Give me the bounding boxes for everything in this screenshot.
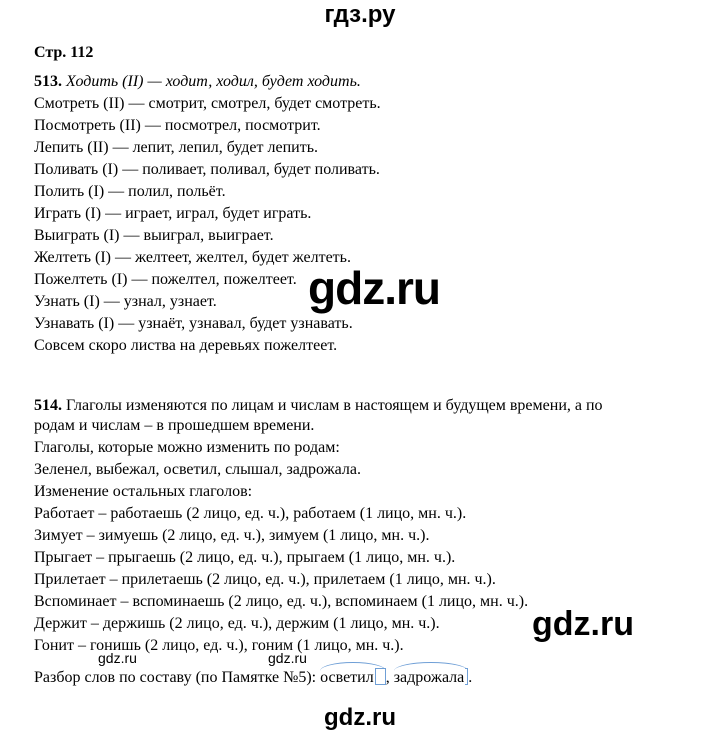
parsed-word-osvetil (320, 668, 386, 688)
ex514-number: 514. (34, 397, 62, 414)
ex514-line: Держит – держишь (2 лицо, ед. ч.), держим (1 лицо, мн. ч.). (34, 615, 440, 632)
parse-end: . (468, 669, 473, 686)
ex513-example: Ходить (II) — ходит, ходил, будет ходить. (66, 73, 361, 90)
watermark-center: gdz.ru (308, 262, 440, 314)
ex513-line: Поливать (I) — поливает, поливал, будет поливать. (34, 161, 380, 178)
watermark-small-left: gdz.ru (98, 650, 137, 666)
ex513-line: Посмотреть (II) — посмотрел, посмотрит. (34, 117, 321, 134)
ex514-intro-text: Глаголы изменяются по лицам и числам в настоящем и будущем времени, а по (66, 397, 603, 414)
parse-prefix: Разбор слов по составу (по Памятке №5): (34, 669, 321, 686)
ex514-line: Зеленел, выбежал, осветил, слышал, задрожала. (34, 461, 361, 478)
ex514-line: Изменение остальных глаголов: (34, 483, 253, 500)
ex514-line: Гонит – гонишь (2 лицо, ед. ч.), гоним (1 лицо, мн. ч.). (34, 637, 404, 654)
parse-separator: , (385, 669, 394, 686)
ex514-line: Зимует – зимуешь (2 лицо, ед. ч.), зимуем (1 лицо, мн. ч.). (34, 527, 430, 544)
ex513-line: Лепить (II) — лепит, лепил, будет лепить. (34, 139, 319, 156)
ex513-line: Совсем скоро листва на деревьях пожелтеет. (34, 337, 338, 354)
root-arc-mark (394, 662, 469, 671)
parsed-word-zadrozhala (394, 668, 469, 688)
ex513-number: 513. (34, 73, 62, 90)
ex514-line: Прыгает – прыгаешь (2 лицо, ед. ч.), прыгаем (1 лицо, мн. ч.). (34, 549, 456, 566)
ex514-intro-line-1 (34, 396, 603, 416)
watermark-small-mid: gdz.ru (268, 650, 307, 666)
ex514-parse-line (34, 668, 472, 688)
ex513-line: Узнать (I) — узнал, узнает. (34, 293, 217, 310)
ex514-line: Работает – работаешь (2 лицо, ед. ч.), работаем (1 лицо, мн. ч.). (34, 505, 467, 522)
ex513-line: Желтеть (I) — желтеет, желтел, будет желтеть. (34, 249, 351, 266)
ex513-first-line (34, 72, 361, 92)
ex513-line: Узнавать (I) — узнаёт, узнавал, будет узнавать. (34, 315, 353, 332)
ex513-line: Смотреть (II) — смотрит, смотрел, будет смотреть. (34, 95, 381, 112)
ex514-line: Прилетает – прилетаешь (2 лицо, ед. ч.), прилетаем (1 лицо, мн. ч.). (34, 571, 496, 588)
parsed-word-text: задрожала (393, 669, 465, 686)
site-logo[interactable]: гдз.ру (324, 1, 396, 28)
ex513-line: Полить (I) — полил, польёт. (34, 183, 226, 200)
ex514-line: Вспоминает – вспоминаешь (2 лицо, ед. ч.), вспоминаем (1 лицо, мн. ч.). (34, 593, 529, 610)
root-arc-mark (320, 662, 386, 671)
ex514-intro-line-2: родам и числам – в прошедшем времени. (34, 417, 315, 434)
ex514-line: Глаголы, которые можно изменить по родам: (34, 439, 340, 456)
watermark-bottom: gdz.ru (324, 704, 396, 731)
ex513-line: Пожелтеть (I) — пожелтел, пожелтеет. (34, 271, 297, 288)
ex513-line: Выиграть (I) — выиграл, выиграет. (34, 227, 274, 244)
page-title: Стр. 112 (34, 44, 94, 61)
ex513-line: Играть (I) — играет, играл, будет играть. (34, 205, 312, 222)
watermark-right: gdz.ru (532, 605, 634, 643)
parsed-word-text: осветил (320, 669, 374, 686)
